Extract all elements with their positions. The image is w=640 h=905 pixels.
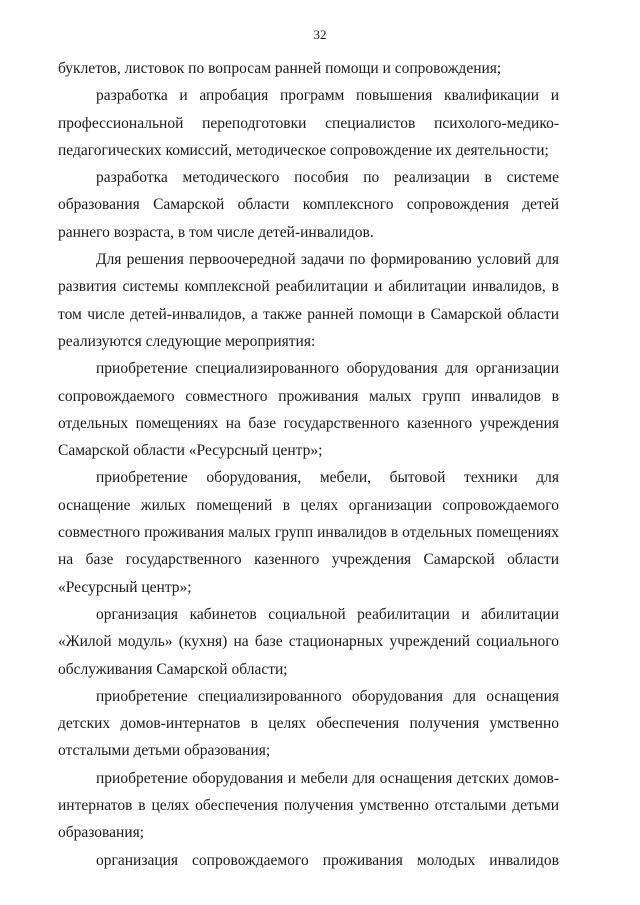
paragraph-specialized-equipment: приобретение специализированного оборудования для организации сопровождаемого совместного проживания малых групп инвалидов в отдельных помещениях на базе государственного казенного учреждения Самарской области «Ресурсный центр»; (58, 360, 559, 460)
paragraph-continuation: буклетов, листовок по вопросам ранней помощи и сопровождения; (58, 60, 502, 77)
paragraph-priority-task: Для решения первоочередной задачи по формированию условий для развития системы комплексной реабилитации и абилитации инвалидов, в том числе детей-инвалидов, а также ранней помощи в Самарской области реализуются следующие мероприятия: (58, 251, 559, 350)
paragraph-living-module: организация кабинетов социальной реабилитации и абилитации «Жилой модуль» (кухня) на базе стационарных учреждений социального обслуживания Самарской области; (58, 605, 559, 678)
paragraph-qualification-programs: разработка и апробация программ повышения квалификации и профессиональной переподготовки специалистов психолого-медико-педагогических комиссий, методическое сопровождение их деятельности; (58, 87, 559, 159)
paragraph-boarding-homes-furniture: приобретение оборудования и мебели для оснащения детских домов-интернатов в целях обеспечения получения умственно отсталыми детьми образования; (58, 769, 559, 842)
paragraph-supported-living: организация сопровождаемого проживания молодых инвалидов (96, 851, 559, 869)
paragraph-methodical-manual: разработка методического пособия по реализации в системе образования Самарской области комплексного сопровождения детей раннего возраста, в том числе детей-инвалидов. (58, 169, 559, 241)
body-text (58, 55, 559, 874)
paragraph-furniture-appliances: приобретение оборудования, мебели, бытовой техники для оснащение жилых помещений в целях организации сопровождаемого совместного проживания малых групп инвалидов в отдельных помещениях на базе государственного казенного учреждения Самарской области «Ресурсный центр»; (58, 469, 559, 596)
page-number: 32 (313, 27, 327, 42)
paragraph-boarding-homes-equipment: приобретение специализированного оборудования для оснащения детских домов-интернатов в целях обеспечения получения умственно отсталыми детьми образования; (58, 687, 559, 760)
